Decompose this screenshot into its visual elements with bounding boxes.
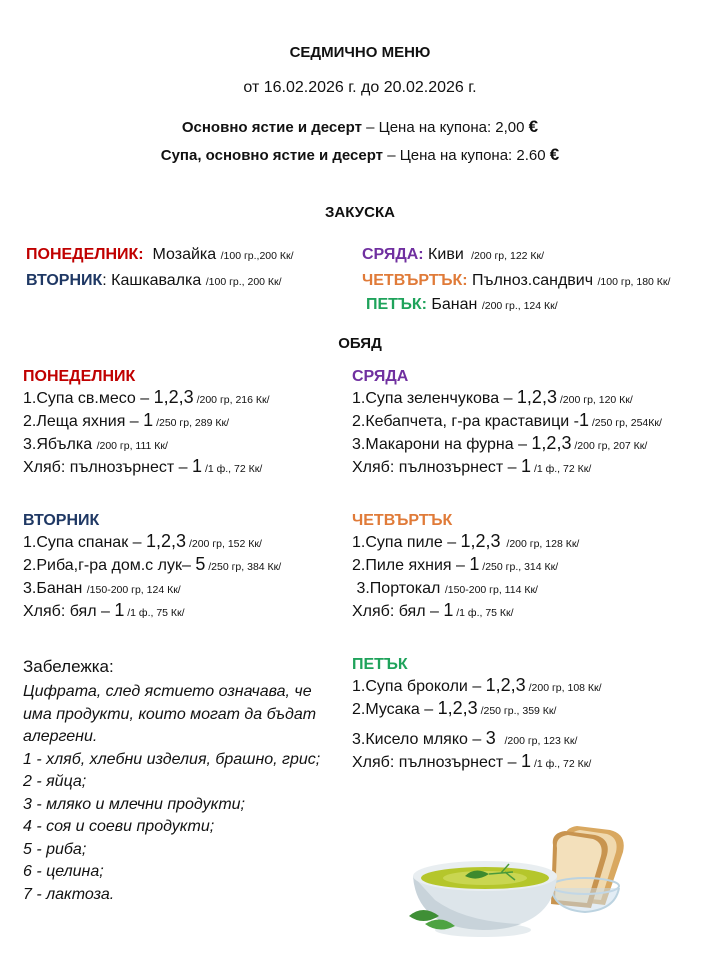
- dish: 3.Ябълка: [23, 436, 97, 453]
- allergens: 1: [521, 456, 532, 476]
- dish: Хляб: бял –: [352, 603, 444, 620]
- menu-line: [352, 530, 579, 553]
- dish: 3.Банан: [23, 580, 87, 597]
- lunch-thursday: [352, 512, 579, 622]
- allergens: 1,2,3: [153, 387, 194, 407]
- breakfast-heading: ЗАКУСКА: [325, 204, 395, 221]
- menu-line: [352, 432, 662, 455]
- nutrition-info: /200 гр, 128 Кк/: [500, 538, 580, 550]
- soup-illustration: [405, 800, 635, 940]
- nutrition-info: /1 ф., 75 Кк/: [453, 607, 514, 619]
- day-heading: СРЯДА: [352, 368, 409, 385]
- menu-line: [352, 697, 602, 720]
- day-label: ПОНЕДЕЛНИК:: [26, 246, 144, 263]
- breakfast-tuesday: [26, 272, 282, 290]
- note-body: [23, 681, 323, 906]
- dish: 1.Супа зеленчукова –: [352, 390, 517, 407]
- lunch-monday: [23, 368, 270, 478]
- breakfast-thursday: [362, 272, 670, 290]
- dish: 1.Супа св.месо –: [23, 390, 154, 407]
- menu-line: [352, 409, 662, 432]
- menu-line: [352, 576, 579, 599]
- day-label: ПЕТЪК:: [366, 296, 427, 313]
- menu-line: [352, 455, 662, 478]
- menu-line: [23, 432, 270, 455]
- allergens: 1: [443, 600, 454, 620]
- allergens: 1,2,3: [516, 387, 557, 407]
- allergens: 5: [195, 554, 206, 574]
- menu-line: [23, 576, 281, 599]
- nutrition-info: /1 ф., 72 Кк/: [531, 463, 592, 475]
- dish: Хляб: пълнозърнест –: [23, 459, 193, 476]
- nutrition-info: /150-200 гр, 114 Кк/: [444, 584, 538, 596]
- euro-icon: €: [549, 145, 560, 164]
- bread-icon: [551, 826, 624, 912]
- dish: 1.Супа пиле –: [352, 534, 461, 551]
- nutrition-info: /250 гр, 384 Кк/: [205, 561, 282, 573]
- nutrition-info: /200 гр, 108 Кк/: [525, 682, 602, 694]
- dish: Хляб: пълнозърнест –: [352, 754, 522, 771]
- note-title: Забележка:: [23, 657, 114, 676]
- allergen-item: 5 - риба;: [23, 840, 87, 858]
- nutrition-info: /250 гр., 359 Кк/: [477, 705, 557, 717]
- allergens: 1,2,3: [460, 531, 501, 551]
- price-text: – Цена на купона: 2.60: [383, 147, 550, 164]
- day-heading: ВТОРНИК: [23, 512, 100, 529]
- allergens: 1: [143, 410, 154, 430]
- nutrition-info: /200 гр, 123 Кк/: [495, 735, 578, 747]
- dish: 2.Риба,г-ра дом.с лук–: [23, 557, 196, 574]
- dish: 2.Мусака –: [352, 701, 438, 718]
- nutrition-info: /100 гр., 200 Кк/: [205, 276, 282, 288]
- allergens: 3: [485, 728, 496, 748]
- allergens: 1,2,3: [485, 675, 526, 695]
- nutrition-info: /250 гр., 314 Кк/: [479, 561, 559, 573]
- nutrition-info: /200 гр, 207 Кк/: [571, 440, 648, 452]
- allergen-item: 4 - соя и соеви продукти;: [23, 818, 215, 835]
- menu-line: [352, 727, 602, 750]
- allergens: 1,2,3: [146, 531, 187, 551]
- food: Мозайка: [143, 246, 221, 263]
- allergen-item: 7 - лактоза.: [23, 885, 115, 903]
- dish: 1.Супа броколи –: [352, 678, 486, 695]
- nutrition-info: /200 гр, 122 Кк/: [468, 250, 545, 262]
- nutrition-info: /200 гр, 111 Кк/: [96, 440, 168, 452]
- food: Пълноз.сандвич: [467, 272, 598, 289]
- food: Кашкавалка: [111, 272, 206, 289]
- nutrition-info: /250 гр, 254Кк/: [588, 417, 662, 429]
- menu-line: [23, 386, 270, 409]
- allergens: 1: [521, 751, 532, 771]
- allergen-item: 3 - мляко и млечни продукти;: [23, 795, 245, 813]
- note-text: Цифрата, след ястието означава, че има продукти, които могат да бъдат алергени.: [23, 683, 317, 745]
- breakfast-wednesday: [362, 246, 544, 264]
- nutrition-info: /200 гр, 152 Кк/: [186, 538, 262, 550]
- day-label: СРЯДА:: [362, 246, 424, 263]
- allergens: 1: [469, 554, 480, 574]
- nutrition-info: /200 гр, 216 Кк/: [193, 394, 270, 406]
- day-label: ЧЕТВЪРТЪК:: [362, 272, 468, 289]
- date-range: от 16.02.2026 г. до 20.02.2026 г.: [243, 79, 477, 96]
- allergens: 1,2,3: [437, 698, 478, 718]
- lunch-friday: [352, 656, 602, 773]
- food: Банан: [426, 296, 482, 313]
- menu-line: [352, 750, 602, 773]
- nutrition-info: /100 гр.,200 Кк/: [220, 250, 294, 262]
- dish: 2.Леща яхния –: [23, 413, 144, 430]
- lunch-wednesday: [352, 368, 662, 478]
- price-soup-main-dessert: [0, 145, 720, 165]
- menu-line: [23, 553, 281, 576]
- allergens: 1: [114, 600, 125, 620]
- day-label: ВТОРНИК: [26, 272, 103, 289]
- lunch-tuesday: [23, 512, 281, 622]
- allergens: 1,2,3: [531, 433, 572, 453]
- dish: 3.Макарони на фурна –: [352, 436, 532, 453]
- breakfast-friday: [366, 296, 558, 314]
- allergens: 1: [192, 456, 203, 476]
- lunch-heading: ОБЯД: [338, 335, 382, 352]
- menu-line: [352, 674, 602, 697]
- menu-line: [352, 553, 579, 576]
- dish: Хляб: бял –: [23, 603, 115, 620]
- allergen-item: 1 - хляб, хлебни изделия, брашно, грис;: [23, 750, 321, 768]
- separator: :: [102, 272, 112, 289]
- nutrition-info: /250 гр, 289 Кк/: [153, 417, 229, 429]
- dish: 1.Супа спанак –: [23, 534, 146, 551]
- dish: 2.Кебапчета, г-ра краставици -: [352, 413, 579, 430]
- dish: Хляб: пълнозърнест –: [352, 459, 522, 476]
- menu-line: [23, 530, 281, 553]
- menu-line: [23, 409, 270, 432]
- nutrition-info: /1 ф., 72 Кк/: [202, 463, 263, 475]
- day-heading: ПОНЕДЕЛНИК: [23, 368, 136, 385]
- price-text: – Цена на купона: 2,00: [361, 119, 529, 136]
- nutrition-info: /150-200 гр, 124 Кк/: [86, 584, 181, 596]
- menu-line: [23, 455, 270, 478]
- breakfast-monday: [26, 246, 294, 264]
- menu-line: [23, 599, 281, 622]
- day-heading: ЧЕТВЪРТЪК: [352, 512, 453, 529]
- nutrition-info: /1 ф., 72 Кк/: [531, 758, 592, 770]
- nutrition-info: /200 гр, 120 Кк/: [556, 394, 633, 406]
- allergen-item: 2 - яйца;: [23, 773, 87, 790]
- price-main-dessert: [0, 117, 720, 137]
- day-heading: ПЕТЪК: [352, 656, 408, 673]
- allergens: 1: [578, 410, 589, 430]
- menu-line: [352, 386, 662, 409]
- price-label: Супа, основно ястие и десерт: [160, 147, 384, 164]
- food: Киви: [423, 246, 469, 263]
- euro-icon: €: [528, 117, 539, 136]
- price-label: Основно ястие и десерт: [181, 119, 362, 136]
- dish: 3.Портокал: [352, 580, 445, 597]
- menu-line: [352, 599, 579, 622]
- dish: 2.Пиле яхния –: [352, 557, 470, 574]
- nutrition-info: /200 гр., 124 Кк/: [481, 300, 558, 312]
- soup-bowl-and-bread-icon: [405, 800, 635, 940]
- menu-title: СЕДМИЧНО МЕНЮ: [289, 44, 431, 61]
- dish: 3.Кисело мляко –: [352, 731, 486, 748]
- nutrition-info: /1 ф., 75 Кк/: [124, 607, 185, 619]
- nutrition-info: /100 гр, 180 Кк/: [597, 276, 671, 288]
- allergen-item: 6 - целина;: [23, 863, 104, 880]
